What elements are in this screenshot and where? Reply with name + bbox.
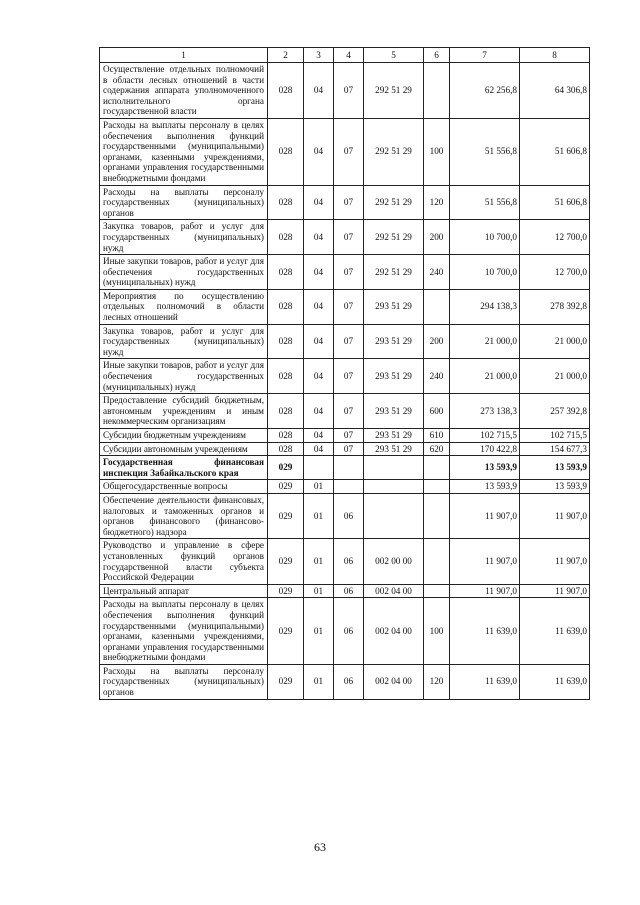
amount-year1-cell: 21 000,0 xyxy=(450,359,520,394)
amount-year2-cell: 154 677,3 xyxy=(520,442,590,456)
amount-year1-cell: 102 715,5 xyxy=(450,429,520,443)
section-code-cell: 04 xyxy=(304,118,334,185)
expense-type-cell: 620 xyxy=(424,442,450,456)
column-header: 2 xyxy=(268,48,304,63)
amount-year1-cell: 10 700,0 xyxy=(450,220,520,255)
subsection-code-cell: 07 xyxy=(334,220,364,255)
expense-type-cell xyxy=(424,584,450,598)
expense-type-cell: 610 xyxy=(424,429,450,443)
target-article-cell xyxy=(364,493,424,538)
subsection-code-cell: 07 xyxy=(334,394,364,429)
column-header: 4 xyxy=(334,48,364,63)
amount-year1-cell: 11 907,0 xyxy=(450,539,520,584)
target-article-cell: 292 51 29 xyxy=(364,220,424,255)
subsection-code-cell xyxy=(334,456,364,480)
row-name-cell: Закупка товаров, работ и услуг для государственных (муниципальных) нужд xyxy=(100,220,268,255)
amount-year2-cell: 278 392,8 xyxy=(520,289,590,324)
target-article-cell: 292 51 29 xyxy=(364,63,424,119)
row-name-cell: Закупка товаров, работ и услуг для государственных (муниципальных) нужд xyxy=(100,324,268,359)
section-code-cell xyxy=(304,456,334,480)
table-row xyxy=(100,493,590,538)
amount-year2-cell: 13 593,9 xyxy=(520,480,590,494)
admin-code-cell: 028 xyxy=(268,255,304,290)
amount-year2-cell: 51 606,8 xyxy=(520,118,590,185)
amount-year1-cell: 51 556,8 xyxy=(450,118,520,185)
amount-year1-cell: 13 593,9 xyxy=(450,456,520,480)
admin-code-cell: 029 xyxy=(268,539,304,584)
subsection-code-cell: 07 xyxy=(334,359,364,394)
section-code-cell: 04 xyxy=(304,185,334,220)
table-body xyxy=(100,63,590,700)
section-code-cell: 01 xyxy=(304,598,334,665)
row-name-cell: Расходы на выплаты персоналу в целях обеспечения выполнения функций государственными (муниципальными) органами, казенными учреждениями, органами управления государственными внебюджетными фондами xyxy=(100,598,268,665)
admin-code-cell: 028 xyxy=(268,289,304,324)
amount-year1-cell: 170 422,8 xyxy=(450,442,520,456)
row-name-cell: Мероприятия по осуществлению отдельных полномочий в области лесных отношений xyxy=(100,289,268,324)
admin-code-cell: 029 xyxy=(268,480,304,494)
amount-year2-cell: 11 907,0 xyxy=(520,493,590,538)
target-article-cell: 293 51 29 xyxy=(364,359,424,394)
admin-code-cell: 028 xyxy=(268,63,304,119)
row-name-cell: Расходы на выплаты персоналу государственных (муниципальных) органов xyxy=(100,664,268,699)
target-article-cell: 293 51 29 xyxy=(364,289,424,324)
expense-type-cell: 200 xyxy=(424,324,450,359)
amount-year2-cell: 21 000,0 xyxy=(520,324,590,359)
table-row xyxy=(100,63,590,119)
admin-code-cell: 028 xyxy=(268,220,304,255)
admin-code-cell: 028 xyxy=(268,185,304,220)
amount-year2-cell: 11 639,0 xyxy=(520,664,590,699)
table-row xyxy=(100,324,590,359)
target-article-cell: 292 51 29 xyxy=(364,185,424,220)
admin-code-cell: 028 xyxy=(268,394,304,429)
amount-year1-cell: 294 138,3 xyxy=(450,289,520,324)
row-name-cell: Государственная финансовая инспекция Забайкальского края xyxy=(100,456,268,480)
amount-year2-cell: 11 639,0 xyxy=(520,598,590,665)
subsection-code-cell: 06 xyxy=(334,584,364,598)
expense-type-cell xyxy=(424,493,450,538)
section-code-cell: 04 xyxy=(304,255,334,290)
target-article-cell: 002 04 00 xyxy=(364,664,424,699)
row-name-cell: Центральный аппарат xyxy=(100,584,268,598)
amount-year1-cell: 273 138,3 xyxy=(450,394,520,429)
amount-year2-cell: 11 907,0 xyxy=(520,539,590,584)
amount-year1-cell: 10 700,0 xyxy=(450,255,520,290)
expense-type-cell: 240 xyxy=(424,359,450,394)
subsection-code-cell: 06 xyxy=(334,664,364,699)
admin-code-cell: 029 xyxy=(268,493,304,538)
expense-type-cell: 200 xyxy=(424,220,450,255)
table-row xyxy=(100,456,590,480)
table-row xyxy=(100,539,590,584)
subsection-code-cell: 07 xyxy=(334,63,364,119)
row-name-cell: Иные закупки товаров, работ и услуг для обеспечения государственных (муниципальных) нужд xyxy=(100,255,268,290)
page-number: 63 xyxy=(314,840,326,854)
row-name-cell: Руководство и управление в сфере установленных функций органов государственной власти субъекта Российской Федерации xyxy=(100,539,268,584)
target-article-cell xyxy=(364,480,424,494)
row-name-cell: Обеспечение деятельности финансовых, налоговых и таможенных органов и органов финансового (финансово-бюджетного) надзора xyxy=(100,493,268,538)
row-name-cell: Расходы на выплаты персоналу в целях обеспечения выполнения функций государственными (муниципальными) органами, казенными учреждениями, органами управления государственными внебюджетными фондами xyxy=(100,118,268,185)
target-article-cell: 002 04 00 xyxy=(364,598,424,665)
expense-type-cell: 120 xyxy=(424,185,450,220)
table-row xyxy=(100,118,590,185)
section-code-cell: 01 xyxy=(304,584,334,598)
admin-code-cell: 028 xyxy=(268,118,304,185)
admin-code-cell: 029 xyxy=(268,456,304,480)
admin-code-cell: 028 xyxy=(268,429,304,443)
admin-code-cell: 028 xyxy=(268,442,304,456)
column-header: 7 xyxy=(450,48,520,63)
table-row xyxy=(100,289,590,324)
target-article-cell: 293 51 29 xyxy=(364,429,424,443)
amount-year1-cell: 62 256,8 xyxy=(450,63,520,119)
amount-year1-cell: 11 639,0 xyxy=(450,598,520,665)
amount-year2-cell: 257 392,8 xyxy=(520,394,590,429)
column-header: 6 xyxy=(424,48,450,63)
amount-year2-cell: 13 593,9 xyxy=(520,456,590,480)
amount-year2-cell: 11 907,0 xyxy=(520,584,590,598)
table-row xyxy=(100,255,590,290)
section-code-cell: 04 xyxy=(304,324,334,359)
admin-code-cell: 029 xyxy=(268,584,304,598)
target-article-cell: 293 51 29 xyxy=(364,394,424,429)
row-name-cell: Осуществление отдельных полномочий в области лесных отношений в части содержания аппарата уполномоченного исполнительного органа государственной власти xyxy=(100,63,268,119)
target-article-cell: 002 00 00 xyxy=(364,539,424,584)
subsection-code-cell: 07 xyxy=(334,289,364,324)
column-header: 1 xyxy=(100,48,268,63)
subsection-code-cell: 07 xyxy=(334,185,364,220)
amount-year1-cell: 51 556,8 xyxy=(450,185,520,220)
section-code-cell: 01 xyxy=(304,539,334,584)
section-code-cell: 01 xyxy=(304,493,334,538)
expense-type-cell xyxy=(424,63,450,119)
table-row xyxy=(100,584,590,598)
row-name-cell: Субсидии автономным учреждениям xyxy=(100,442,268,456)
table-row xyxy=(100,664,590,699)
column-header: 5 xyxy=(364,48,424,63)
table-header-row xyxy=(100,48,590,63)
column-header: 8 xyxy=(520,48,590,63)
table-row xyxy=(100,359,590,394)
target-article-cell: 002 04 00 xyxy=(364,584,424,598)
target-article-cell: 292 51 29 xyxy=(364,118,424,185)
expense-type-cell xyxy=(424,289,450,324)
section-code-cell: 04 xyxy=(304,289,334,324)
admin-code-cell: 028 xyxy=(268,324,304,359)
table-row xyxy=(100,185,590,220)
table-row xyxy=(100,598,590,665)
section-code-cell: 04 xyxy=(304,220,334,255)
row-name-cell: Предоставление субсидий бюджетным, автономным учреждениям и иным некоммерческим организациям xyxy=(100,394,268,429)
target-article-cell: 293 51 29 xyxy=(364,442,424,456)
subsection-code-cell: 07 xyxy=(334,429,364,443)
expense-type-cell xyxy=(424,456,450,480)
section-code-cell: 04 xyxy=(304,359,334,394)
subsection-code-cell: 07 xyxy=(334,118,364,185)
amount-year2-cell: 102 715,5 xyxy=(520,429,590,443)
subsection-code-cell: 06 xyxy=(334,493,364,538)
expense-type-cell xyxy=(424,539,450,584)
subsection-code-cell xyxy=(334,480,364,494)
amount-year2-cell: 12 700,0 xyxy=(520,220,590,255)
table-row xyxy=(100,442,590,456)
column-header: 3 xyxy=(304,48,334,63)
row-name-cell: Общегосударственные вопросы xyxy=(100,480,268,494)
table-row xyxy=(100,394,590,429)
expense-type-cell: 600 xyxy=(424,394,450,429)
amount-year2-cell: 51 606,8 xyxy=(520,185,590,220)
expense-type-cell: 100 xyxy=(424,118,450,185)
section-code-cell: 01 xyxy=(304,480,334,494)
amount-year1-cell: 11 907,0 xyxy=(450,584,520,598)
expense-type-cell: 240 xyxy=(424,255,450,290)
budget-table xyxy=(99,47,590,700)
amount-year1-cell: 11 639,0 xyxy=(450,664,520,699)
subsection-code-cell: 07 xyxy=(334,255,364,290)
section-code-cell: 04 xyxy=(304,394,334,429)
admin-code-cell: 029 xyxy=(268,664,304,699)
section-code-cell: 04 xyxy=(304,429,334,443)
subsection-code-cell: 06 xyxy=(334,539,364,584)
subsection-code-cell: 06 xyxy=(334,598,364,665)
target-article-cell xyxy=(364,456,424,480)
section-code-cell: 01 xyxy=(304,664,334,699)
table-row xyxy=(100,429,590,443)
expense-type-cell xyxy=(424,480,450,494)
row-name-cell: Субсидии бюджетным учреждениям xyxy=(100,429,268,443)
subsection-code-cell: 07 xyxy=(334,442,364,456)
row-name-cell: Иные закупки товаров, работ и услуг для обеспечения государственных (муниципальных) нужд xyxy=(100,359,268,394)
amount-year2-cell: 21 000,0 xyxy=(520,359,590,394)
amount-year2-cell: 12 700,0 xyxy=(520,255,590,290)
budget-table-sheet xyxy=(99,47,589,700)
expense-type-cell: 100 xyxy=(424,598,450,665)
subsection-code-cell: 07 xyxy=(334,324,364,359)
amount-year1-cell: 13 593,9 xyxy=(450,480,520,494)
row-name-cell: Расходы на выплаты персоналу государственных (муниципальных) органов xyxy=(100,185,268,220)
expense-type-cell: 120 xyxy=(424,664,450,699)
table-row xyxy=(100,220,590,255)
amount-year1-cell: 11 907,0 xyxy=(450,493,520,538)
section-code-cell: 04 xyxy=(304,63,334,119)
amount-year2-cell: 64 306,8 xyxy=(520,63,590,119)
admin-code-cell: 028 xyxy=(268,359,304,394)
table-row xyxy=(100,480,590,494)
amount-year1-cell: 21 000,0 xyxy=(450,324,520,359)
section-code-cell: 04 xyxy=(304,442,334,456)
target-article-cell: 293 51 29 xyxy=(364,324,424,359)
target-article-cell: 292 51 29 xyxy=(364,255,424,290)
admin-code-cell: 029 xyxy=(268,598,304,665)
